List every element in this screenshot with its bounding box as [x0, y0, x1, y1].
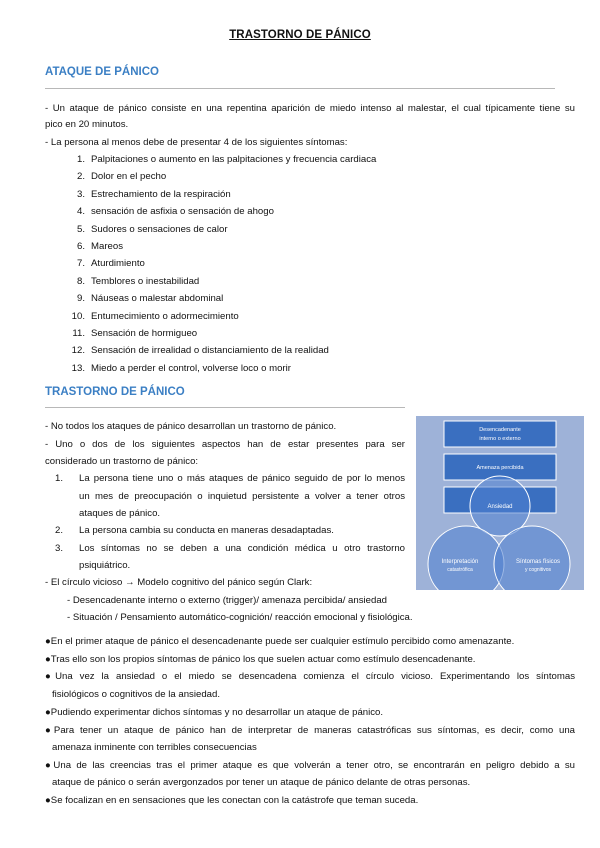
symptom-item — [67, 189, 231, 201]
bullet-item: ●Para tener un ataque de pánico han de interpretar de maneras catastróficas sus síntomas, es decir, como una — [45, 725, 575, 736]
symptom-text: sensación de asfixia o sensación de ahogo — [91, 206, 274, 218]
symptom-text: Sensación de hormigueo — [91, 328, 198, 339]
sub-list-item: - Situación / Pensamiento automático-cognición/ reacción emocional y fisiológica. — [67, 612, 413, 623]
section-heading-trastorno: TRASTORNO DE PÁNICO — [45, 386, 185, 398]
symptom-text: Palpitaciones o aumento en las palpitaciones y frecuencia cardiaca — [91, 154, 377, 165]
paragraph-line: considerado un trastorno de pánico: — [45, 456, 199, 467]
symptom-text: Miedo a perder el control, volverse loco o morir — [91, 362, 291, 374]
symptom-number: 1. — [76, 154, 85, 165]
list-item-text: psiquiátrico. — [79, 560, 131, 571]
symptom-number: 9. — [76, 293, 85, 305]
bullet-item-continued: ataque de pánico o serán avergonzados por tener un ataque de pánico delante de otras personas. — [52, 777, 471, 788]
bullet-item: ●Tras ello son los propios síntomas de pánico los que suelen actuar como estímulo desencadenante. — [45, 654, 476, 665]
list-item-text: La persona cambia su conducta en maneras desadaptadas. — [79, 525, 334, 536]
list-item-number: 2. — [55, 525, 64, 536]
bullet-item-continued: fisiológicos o cognitivos de la ansiedad. — [52, 689, 220, 700]
symptom-number: 2. — [76, 171, 85, 183]
bullet-item: ●Se focalizan en en sensaciones que les conectan con la catástrofe que teman suceda. — [45, 795, 419, 806]
symptom-item — [67, 241, 123, 253]
anxiety-label: Ansiedad — [487, 504, 513, 510]
symptom-item — [67, 276, 199, 288]
symptom-number: 7. — [76, 258, 85, 270]
symptom-item — [67, 311, 239, 323]
list-item-number: 1. — [55, 473, 64, 484]
symptom-number: 13. — [71, 362, 85, 374]
symptom-item — [67, 224, 228, 236]
list-item-text: ataques de pánico. — [79, 508, 161, 519]
symptom-item — [67, 293, 223, 305]
sub-list-item: - Desencadenante interno o externo (trigger)/ amenaza percibida/ ansiedad — [67, 595, 387, 606]
symptom-item — [67, 206, 274, 218]
paragraph-line: - El círculo vicioso → Modelo cognitivo del pánico según Clark: — [45, 577, 313, 588]
bullet-item: ●Una de las creencias tras el primer ataque es que volverán a tener otro, se encontrarán en peligro debido a su — [45, 760, 575, 771]
symptom-item — [67, 171, 166, 183]
symptom-item — [67, 363, 291, 375]
section-divider — [45, 88, 555, 89]
section-divider — [45, 407, 405, 408]
trigger-label-2: interno o externo — [479, 436, 521, 442]
threat-label: Amenaza percibida — [476, 465, 524, 471]
symptom-text: Aturdimiento — [91, 258, 145, 270]
interpretation-circle — [428, 526, 504, 590]
symptom-number: 3. — [76, 188, 85, 200]
symptom-text: Náuseas o malestar abdominal — [91, 293, 224, 305]
panic-cycle-diagram — [416, 416, 584, 590]
list-item-text: La persona tiene uno o más ataques de pánico seguido de por lo menos — [79, 473, 405, 484]
section-heading-ataque: ATAQUE DE PÁNICO — [45, 66, 159, 78]
paragraph-line: - Un ataque de pánico consiste en una repentina aparición de miedo intenso al malestar, el cual típicamente tiene su — [45, 103, 575, 114]
symptom-text: Sensación de irrealidad o distanciamiento de la realidad — [91, 345, 329, 357]
symptom-number: 8. — [76, 275, 85, 287]
symptoms-label-1: Síntomas físicos — [515, 559, 561, 565]
symptom-number: 10. — [71, 310, 85, 322]
list-item-number: 3. — [55, 543, 64, 554]
symptom-text: Mareos — [91, 241, 123, 252]
symptoms-label-2: y cognitivos — [524, 567, 552, 573]
page-title: TRASTORNO DE PÁNICO — [229, 29, 371, 41]
paragraph-line: - Uno o dos de los siguientes aspectos han de estar presentes para ser — [45, 439, 405, 450]
bullet-item: ●Una vez la ansiedad o el miedo se desencadena comienza el círculo vicioso. Experimentando los síntomas — [45, 671, 575, 682]
symptom-text: Temblores o inestabilidad — [91, 275, 200, 287]
paragraph-line: pico en 20 minutos. — [45, 119, 129, 130]
symptom-item — [67, 154, 376, 166]
list-item-text: Los síntomas no se deben a una condición médica u otro trastorno — [79, 543, 405, 554]
bullet-item-continued: amenaza inminente con terribles consecuencias — [52, 742, 257, 753]
symptom-text: Estrechamiento de la respiración — [91, 188, 231, 200]
paragraph-line: - No todos los ataques de pánico desarrollan un trastorno de pánico. — [45, 421, 337, 432]
list-item-text: un mes de preocupación o inquietud persistente a volver a tener otros — [79, 491, 405, 502]
trigger-box — [444, 421, 556, 447]
symptom-text: Dolor en el pecho — [91, 171, 167, 183]
symptom-item — [67, 258, 145, 270]
symptom-text: Entumecimiento o adormecimiento — [91, 310, 239, 322]
paragraph-line: - La persona al menos debe de presentar 4 de los siguientes síntomas: — [45, 137, 348, 148]
bullet-item: ●En el primer ataque de pánico el desencadenante puede ser cualquier estímulo percibido como amenazante. — [45, 636, 515, 647]
interpretation-label-2: catastrófica — [447, 567, 473, 573]
symptom-number: 11. — [72, 328, 85, 339]
interpretation-label-1: Interpretación — [441, 559, 479, 565]
symptom-item — [67, 328, 197, 340]
symptom-number: 6. — [76, 241, 85, 252]
symptom-number: 4. — [76, 206, 85, 218]
symptom-number: 5. — [76, 223, 85, 235]
symptom-text: Sudores o sensaciones de calor — [91, 223, 228, 235]
bullet-item: ●Pudiendo experimentar dichos síntomas y no desarrollar un ataque de pánico. — [45, 707, 384, 718]
symptom-item — [67, 345, 329, 357]
trigger-label-1: Desencadenante — [479, 427, 521, 433]
symptom-number: 12. — [71, 345, 85, 357]
